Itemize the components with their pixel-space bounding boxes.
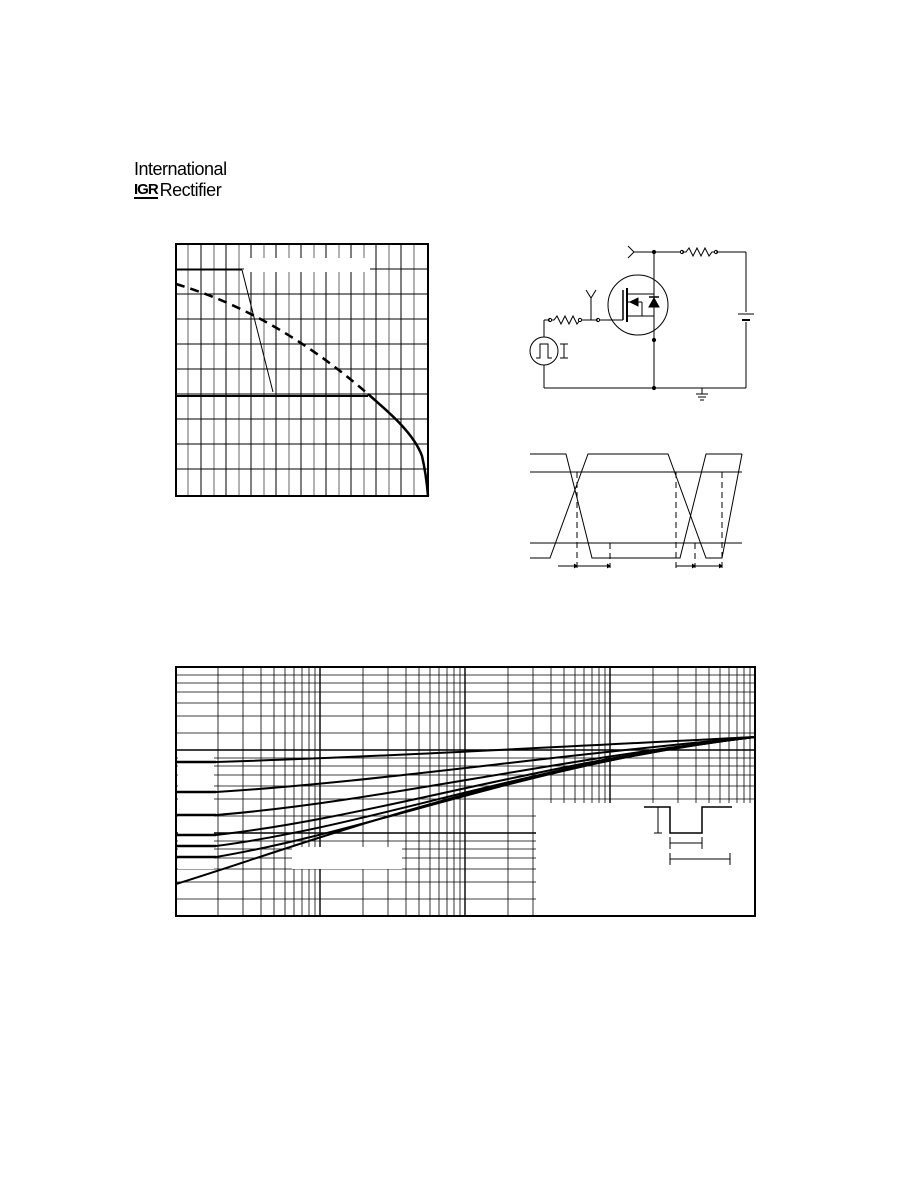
switching-waveforms (530, 448, 750, 574)
chart1-pointer-line (242, 270, 273, 392)
thermal-impedance-chart (176, 667, 757, 918)
chart4-duty-label-area (178, 753, 214, 869)
current-vs-temperature-chart (176, 244, 430, 498)
chart1-current-curve (368, 394, 428, 496)
pulse-generator-icon (530, 337, 558, 365)
switching-test-circuit (520, 240, 760, 410)
company-logo (134, 160, 227, 199)
resistor-icon (682, 248, 716, 256)
vgs-waveform (530, 454, 742, 558)
vgs-terminal-icon (586, 290, 596, 298)
chart4-inset (640, 803, 755, 868)
chart4-single-pulse-label (292, 847, 402, 869)
logo-bottom-row (134, 181, 227, 199)
vds-terminal-icon (628, 246, 634, 258)
logo-text-top: International (134, 159, 227, 179)
chart1-grid (176, 244, 428, 496)
chart1-legend-box (244, 258, 370, 272)
logo-text-bottom: Rectifier (159, 180, 222, 200)
vds-waveform (530, 454, 742, 558)
logo-mark: IGR (134, 180, 158, 198)
